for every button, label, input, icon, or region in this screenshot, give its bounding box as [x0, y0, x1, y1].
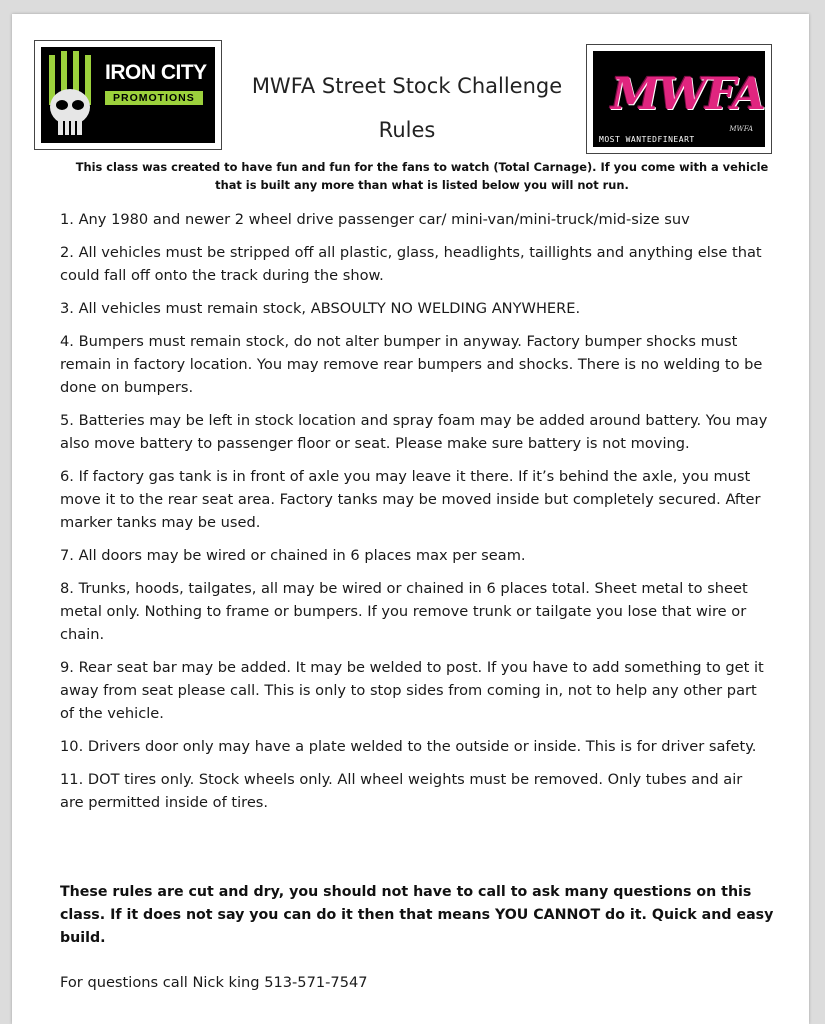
rule-item: 3. All vehicles must remain stock, ABSOULTY NO WELDING ANYWHERE.: [60, 300, 581, 317]
skull-icon: [43, 49, 103, 143]
rules-list: [60, 208, 770, 824]
rule-item: 2. All vehicles must be stripped off all plastic, glass, headlights, taillights and anything else that could fall off onto the track during the show.: [60, 244, 762, 284]
rule-item: 5. Batteries may be left in stock location and spray foam may be added around battery. You may also move battery to passenger floor or seat. Please make sure battery is not moving.: [60, 412, 768, 452]
page-subtitle: Rules: [378, 118, 436, 142]
intro-paragraph: This class was created to have fun and fun for the fans to watch (Total Carnage). If you come with a vehicle that is built any more than what is listed below you will not run.: [75, 160, 769, 192]
document-page: [12, 14, 809, 1024]
rule-item: 6. If factory gas tank is in front of axle you may leave it there. If it’s behind the axle, you must move it to the rear seat area. Factory tanks may be moved inside but completely secured. After marker tanks may be used.: [60, 468, 761, 531]
rule-item: 9. Rear seat bar may be added. It may be welded to post. If you have to add something to get it away from seat please call. This is only to stop sides from coming in, not to help any other part of the vehicle.: [60, 659, 764, 722]
rule-item: 10. Drivers door only may have a plate welded to the outside or inside. This is for driver safety.: [60, 738, 757, 755]
contact-line: For questions call Nick king 513-571-7547: [60, 974, 368, 991]
iron-city-logo: [34, 40, 222, 150]
page-title: MWFA Street Stock Challenge: [251, 74, 563, 98]
iron-city-logo-promotions: PROMOTIONS: [105, 91, 203, 105]
rule-item: 4. Bumpers must remain stock, do not alter bumper in anyway. Factory bumper shocks must remain in factory location. You may remove rear bumpers and shocks. There is no welding to be done on bumpers.: [60, 333, 763, 396]
rule-item: 8. Trunks, hoods, tailgates, all may be wired or chained in 6 places total. Sheet metal to sheet metal only. Nothing to frame or bumpers. If you remove trunk or tailgate you lose that wire or chain.: [60, 580, 748, 643]
mwfa-logo-background: [593, 51, 765, 147]
mwfa-logo-tagline: MOST WANTEDFINEART: [599, 135, 695, 144]
iron-city-logo-name: IRON CITY: [105, 61, 207, 84]
rule-item: 7. All doors may be wired or chained in 6 places max per seam.: [60, 547, 526, 564]
rule-item: 11. DOT tires only. Stock wheels only. All wheel weights must be removed. Only tubes and air are permitted inside of tires.: [60, 771, 743, 811]
mwfa-logo: [586, 44, 772, 154]
rule-item: 1. Any 1980 and newer 2 wheel drive passenger car/ mini-van/mini-truck/mid-size suv: [60, 211, 690, 228]
mwfa-logo-signature: MWFA: [729, 125, 753, 133]
iron-city-logo-background: [41, 47, 215, 143]
mwfa-logo-wordmark: MWFA: [611, 69, 764, 120]
closing-statement: These rules are cut and dry, you should not have to call to ask many questions on this class. If it does not say you can do it then that means YOU CANNOT do it. Quick and easy build.: [60, 884, 774, 946]
